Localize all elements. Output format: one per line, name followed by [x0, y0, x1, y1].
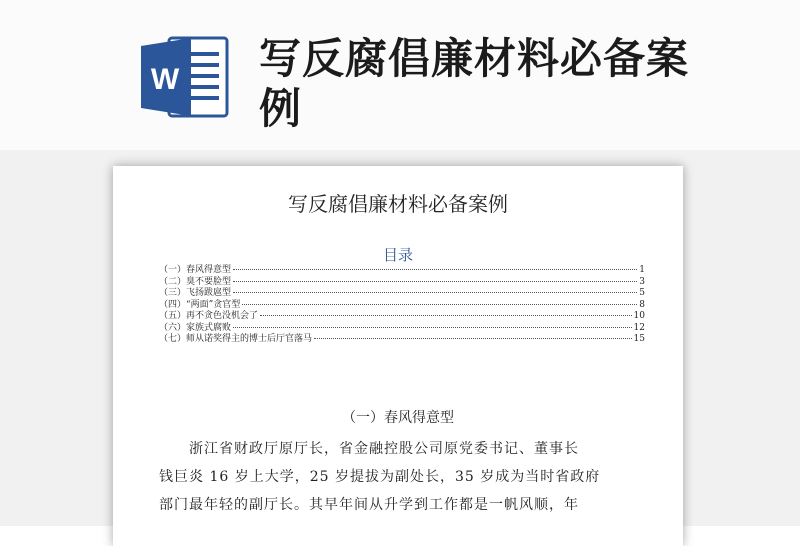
toc-entry-label: （一）春风得意型 — [159, 265, 232, 275]
toc-leader-dots — [233, 292, 637, 293]
toc-leader-dots — [233, 269, 637, 270]
document-page[interactable] — [113, 166, 683, 546]
table-of-contents — [159, 265, 645, 346]
toc-entry-label: （七）师从诺奖得主的博士后厅官落马 — [159, 334, 313, 344]
toc-entry-page: 3 — [639, 276, 645, 287]
page-title: 写反腐倡廉材料必备案例 — [288, 192, 508, 216]
toc-heading: 目录 — [382, 246, 413, 264]
toc-entry[interactable] — [159, 334, 645, 346]
word-document-icon — [141, 36, 229, 118]
body-line: 部门最年轻的副厅长。其早年间从升学到工作都是一帆风顺，年 — [159, 497, 579, 513]
toc-entry-page: 8 — [639, 299, 645, 310]
toc-entry[interactable] — [159, 288, 645, 300]
toc-entry[interactable] — [159, 265, 645, 277]
word-icon-letter: W — [150, 63, 180, 96]
toc-leader-dots — [242, 304, 637, 305]
toc-entry[interactable] — [159, 277, 645, 289]
body-line: 钱巨炎 16 岁上大学，25 岁提拔为副处长，35 岁成为当时省政府 — [159, 469, 601, 485]
body-line: 浙江省财政厅原厅长，省金融控股公司原党委书记、董事长 — [159, 441, 579, 457]
body-paragraph — [159, 435, 645, 519]
toc-entry-page: 15 — [633, 334, 645, 344]
header-banner — [0, 0, 800, 150]
toc-leader-dots — [314, 338, 632, 339]
toc-entry-label: （六）家族式腐败 — [159, 322, 232, 333]
toc-leader-dots — [233, 281, 637, 282]
section-heading: （一）春风得意型 — [342, 410, 454, 426]
toc-leader-dots — [233, 327, 632, 328]
toc-entry[interactable] — [159, 311, 645, 323]
toc-leader-dots — [260, 315, 632, 316]
toc-entry-label: （四）“两面”贪官型 — [159, 299, 241, 310]
toc-entry-label: （五）再不贪色没机会了 — [159, 311, 259, 321]
toc-entry[interactable] — [159, 300, 645, 312]
toc-entry-page: 10 — [633, 311, 645, 321]
toc-entry-page: 5 — [639, 288, 645, 298]
toc-entry-label: （二）臭不要脸型 — [159, 276, 232, 287]
toc-entry[interactable] — [159, 323, 645, 335]
toc-entry-page: 12 — [633, 322, 645, 333]
toc-entry-label: （三）飞扬跋扈型 — [159, 288, 232, 298]
document-heading: 写反腐倡廉材料必备案例 — [259, 34, 690, 133]
toc-entry-page: 1 — [639, 265, 645, 275]
